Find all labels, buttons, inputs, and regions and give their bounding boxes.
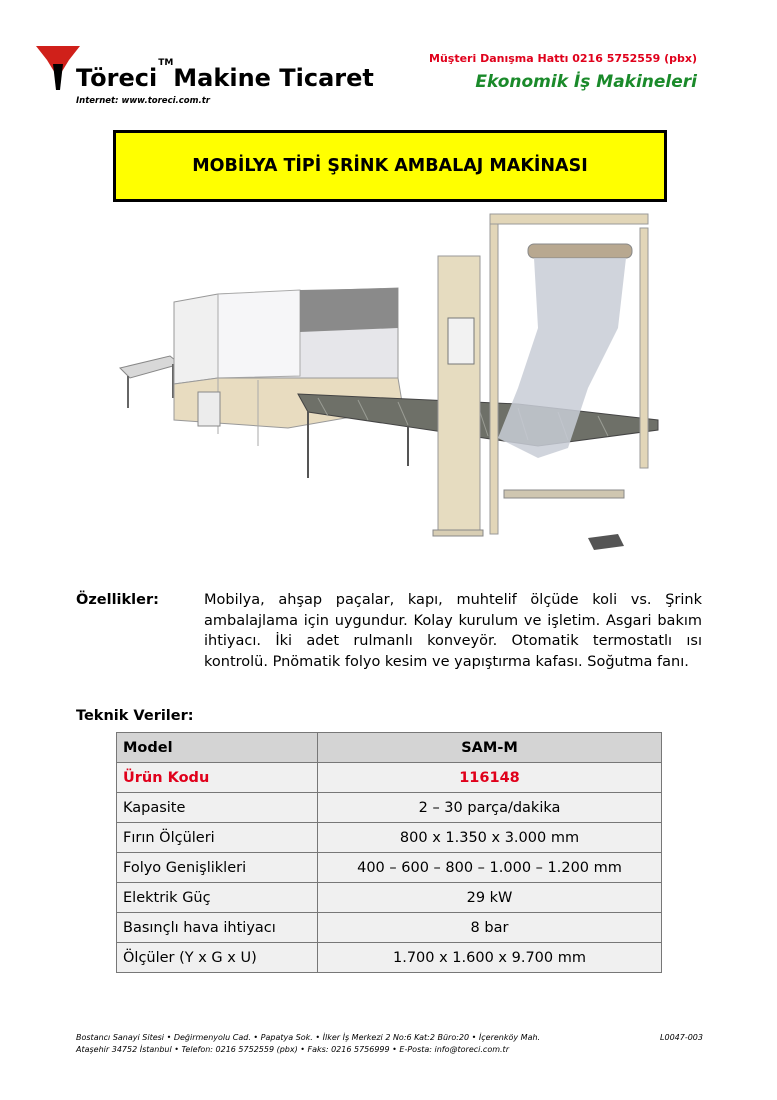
spec-value: 1.700 x 1.600 x 9.700 mm bbox=[318, 943, 662, 973]
title-box bbox=[113, 130, 667, 202]
page-title: MOBİLYA TİPİ ŞRİNK AMBALAJ MAKİNASI bbox=[192, 156, 588, 176]
table-row bbox=[117, 883, 662, 913]
footer-address: Bostancı Sanayi Sitesi • Değirmenyolu Cad. • Papatya Sok. • İlker İş Merkezi 2 No:6 Kat:2 Büro:20 • İçerenköy Mah. bbox=[76, 1033, 541, 1042]
spec-label: Elektrik Güç bbox=[117, 883, 318, 913]
footer-contact: Ataşehir 34752 İstanbul • Telefon: 0216 5752559 (pbx) • Faks: 0216 5756999 • E-Posta: info@toreci.com.tr bbox=[76, 1045, 509, 1054]
spec-label: Folyo Genişlikleri bbox=[117, 853, 318, 883]
spec-table bbox=[116, 732, 662, 973]
table-row bbox=[117, 763, 662, 793]
spec-value: 116148 bbox=[318, 763, 662, 793]
table-row bbox=[117, 853, 662, 883]
machine-photo bbox=[118, 208, 678, 573]
features-label: Özellikler: bbox=[76, 592, 159, 608]
spec-value: 29 kW bbox=[318, 883, 662, 913]
table-row bbox=[117, 733, 662, 763]
table-row bbox=[117, 943, 662, 973]
spec-label: Basınçlı hava ihtiyacı bbox=[117, 913, 318, 943]
table-row bbox=[117, 793, 662, 823]
spec-value: 8 bar bbox=[318, 913, 662, 943]
spec-value: 400 – 600 – 800 – 1.000 – 1.200 mm bbox=[318, 853, 662, 883]
spec-label: Ölçüler (Y x G x U) bbox=[117, 943, 318, 973]
spec-label: Model bbox=[117, 733, 318, 763]
table-row bbox=[117, 823, 662, 853]
document-number: L0047-003 bbox=[660, 1033, 703, 1042]
internet-address: Internet: www.toreci.com.tr bbox=[76, 96, 210, 106]
tech-data-label: Teknik Veriler: bbox=[76, 708, 194, 724]
spec-label: Kapasite bbox=[117, 793, 318, 823]
spec-label: Fırın Ölçüleri bbox=[117, 823, 318, 853]
toreci-logo-icon bbox=[36, 46, 80, 90]
table-row bbox=[117, 913, 662, 943]
features-text: Mobilya, ahşap paçalar, kapı, muhtelif ölçüde koli vs. Şrink ambalajlama için uygundur. Kolay kurulum ve işletim. Asgari bakım ihtiyacı. İki adet rulmanlı konveyör. Otomatik termostatlı ısı kontrolü. Pnömatik folyo kesim ve yapıştırma kafası. Soğutma fanı. bbox=[204, 592, 702, 670]
spec-value: 800 x 1.350 x 3.000 mm bbox=[318, 823, 662, 853]
spec-value: 2 – 30 parça/dakika bbox=[318, 793, 662, 823]
customer-hotline: Müşteri Danışma Hattı 0216 5752559 (pbx) bbox=[429, 52, 697, 65]
tagline: Ekonomik İş Makineleri bbox=[475, 72, 697, 92]
spec-label: Ürün Kodu bbox=[117, 763, 318, 793]
brand-name: Töreci™Makine Ticaret bbox=[76, 58, 374, 92]
spec-value: SAM-M bbox=[318, 733, 662, 763]
